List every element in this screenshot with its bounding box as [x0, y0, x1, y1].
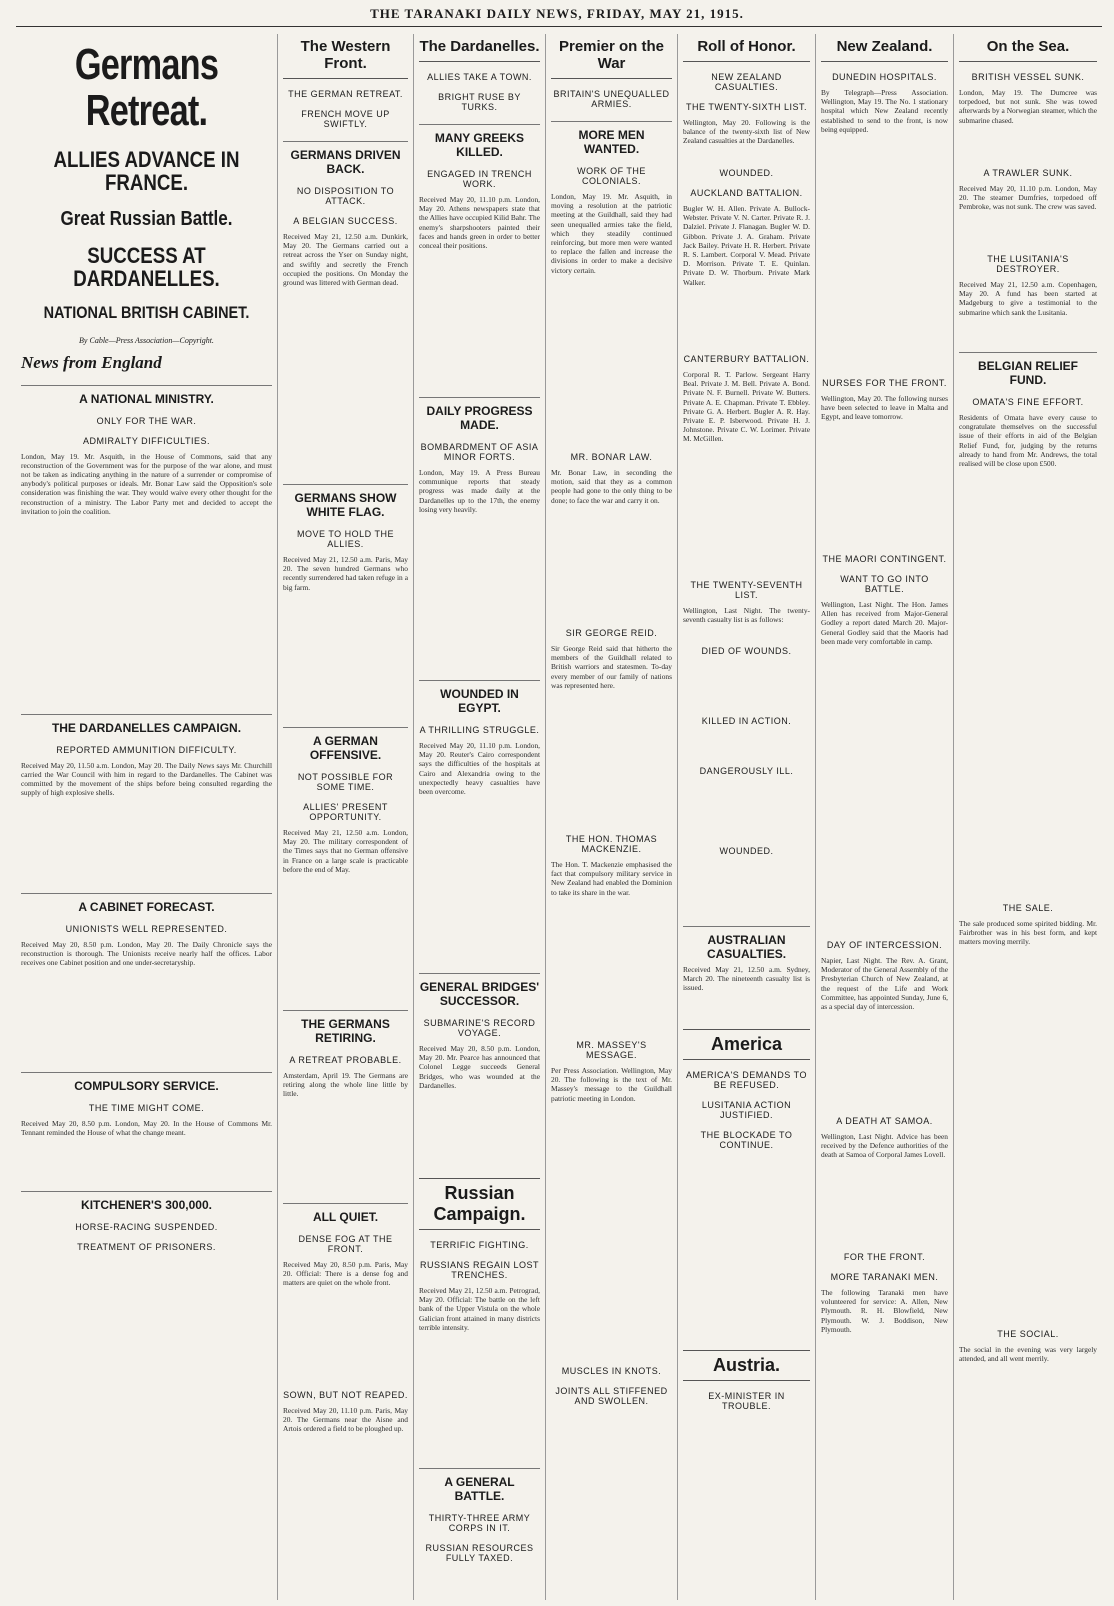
- story-subheading: ALLIES' PRESENT OPPORTUNITY.: [303, 802, 388, 822]
- story-subheading: SOWN, BUT NOT REAPED.: [283, 1390, 408, 1400]
- story-subheading: HORSE-RACING SUSPENDED.: [75, 1221, 218, 1232]
- story-body: Received May 20, 11.10 p.m. Paris, May 20. The Germans near the Aisne and Artois ordered a field to be ploughed up.: [283, 1406, 408, 1526]
- section-america: America: [683, 1029, 810, 1060]
- story-subheading: TERRIFIC FIGHTING.: [430, 1240, 529, 1250]
- column-on-the-sea: [954, 34, 1102, 1600]
- story-subheading: FRENCH MOVE UP SWIFTLY.: [301, 109, 390, 129]
- section-news-from-england: News from England: [21, 352, 162, 372]
- story-subheading: WORK OF THE COLONIALS.: [577, 166, 646, 186]
- headline-national-cabinet: NATIONAL BRITISH CABINET.: [43, 302, 250, 322]
- story-subheading: DIED OF WOUNDS.: [701, 646, 792, 656]
- story-heading: GENERAL BRIDGES' SUCCESSOR.: [419, 973, 540, 1008]
- story-subheading: DAY OF INTERCESSION.: [826, 940, 943, 950]
- story-subheading: BRIGHT RUSE BY TURKS.: [438, 92, 521, 112]
- story-body: London, May 19. The Dumcree was torpedoed, but not sunk. She was towed afterwards by a Norwegian steamer, which the submarine chased.: [959, 88, 1097, 158]
- story-subheading: UNIONISTS WELL REPRESENTED.: [65, 923, 228, 934]
- story-subheading: CANTERBURY BATTALION.: [683, 354, 810, 364]
- story-body: London, May 19. A Press Bureau communique reports that steady progress was made daily at the Dardanelles up to the 17th, the enemy losing very heavily.: [419, 468, 540, 668]
- column-roll-of-honor: [678, 34, 816, 1600]
- story-body: Wellington, May 20. The following nurses have been selected to leave in Malta and Egypt, and leave tomorrow.: [821, 394, 948, 544]
- story-subheading: A THRILLING STRUGGLE.: [419, 725, 540, 735]
- story-subheading: A TRAWLER SUNK.: [983, 168, 1073, 178]
- story-subheading: BRITISH VESSEL SUNK.: [971, 72, 1085, 82]
- story-subheading: JOINTS ALL STIFFENED AND SWOLLEN.: [555, 1386, 668, 1406]
- story-heading: DAILY PROGRESS MADE.: [419, 397, 540, 432]
- story-subheading: THE LUSITANIA'S DESTROYER.: [987, 254, 1069, 274]
- column-new-zealand: [816, 34, 954, 1600]
- story-subheading: A DEATH AT SAMOA.: [836, 1116, 933, 1126]
- story-heading: WOUNDED IN EGYPT.: [419, 680, 540, 715]
- headline-germans-retreat: Germans Retreat.: [74, 40, 219, 136]
- story-heading: THE DARDANELLES CAMPAIGN.: [21, 714, 272, 735]
- story-subheading: SIR GEORGE REID.: [565, 628, 658, 638]
- story-subheading: ENGAGED IN TRENCH WORK.: [427, 169, 532, 189]
- story-body: The social in the evening was very largely attended, and all went merrily.: [959, 1345, 1097, 1405]
- column-heading: Premier on the War: [551, 34, 672, 79]
- story-body: Received May 21, 12.50 a.m. Sydney, March 20. The nineteenth casualty list is issued.: [683, 965, 810, 1015]
- story-body: Received May 21, 12.50 a.m. Petrograd, May 20. Official: The battle on the left bank of the Upper Vistula on the whole Galician front attained in many districts terrible intensity.: [419, 1286, 540, 1456]
- story-heading: GERMANS DRIVEN BACK.: [283, 141, 408, 176]
- story-subheading: REPORTED AMMUNITION DIFFICULTY.: [56, 744, 237, 755]
- column-main-headlines: [16, 34, 278, 1600]
- story-subheading: LUSITANIA ACTION JUSTIFIED.: [701, 1100, 792, 1120]
- story-heading: A GERMAN OFFENSIVE.: [283, 727, 408, 762]
- story-subheading: FOR THE FRONT.: [843, 1252, 926, 1262]
- story-heading: ALL QUIET.: [283, 1203, 408, 1224]
- story-body: Received May 20, 8.50 p.m. London, May 20. The Daily Chronicle says the reconstruction is thorough. The Unionists receive nearly half the offices. Labor receives one Cabinet position and one under-secretaryship.: [21, 940, 272, 1060]
- story-subheading: THE SALE.: [1002, 903, 1054, 913]
- story-subheading: ONLY FOR THE WAR.: [96, 415, 197, 426]
- story-body: Received May 21, 12.50 a.m. Dunkirk, May 20. The Germans carried out a retreat across the Yser on Sunday night, and swiftly and secretly the French occupied the positions. On Monday the ground was littered with German dead.: [283, 232, 408, 472]
- story-body: The Hon. T. Mackenzie emphasised the fact that compulsory military service in New Zealand had enabled the Dominion to take its share in the war.: [551, 860, 672, 1030]
- column-heading: Roll of Honor.: [683, 34, 810, 62]
- column-western-front: [278, 34, 414, 1600]
- story-subheading: MOVE TO HOLD THE ALLIES.: [296, 529, 395, 549]
- story-heading: MANY GREEKS KILLED.: [419, 124, 540, 159]
- casualty-list: Bugler W. H. Allen. Private A. Bullock-Webster. Private V. N. Carter. Private R. J. Dalziel. Private J. Flanagan. Bugler W. D. Gibbon. Private J. A. Graham. Private Jack Bailey. Private H. R. Herbert. Private R. S. Lambert. Corporal V. Mead. Private D. Morrison. Private T. E. Quinlan. Private D. W. Thorburn. Private Mark Walker.: [683, 204, 810, 344]
- story-subheading: RUSSIANS REGAIN LOST TRENCHES.: [419, 1260, 540, 1280]
- story-body: London, May 19. Mr. Asquith, in moving a resolution at the patriotic meeting at the Guildhall, said they had seen unequalled armies take the field, which they steadily continued reinforcing, but more men were wanted to replace the fallen and increase the divisions in order to make a decisive victory certain.: [551, 192, 672, 442]
- section-russian-campaign: Russian Campaign.: [419, 1178, 540, 1230]
- casualty-list: Corporal R. T. Parlow. Sergeant Harry Beal. Private J. M. Bell. Private A. Bond. Private N. F. Burnell. Private W. Butters. Private A. E. Chapman. Private T. Ebbley. Private G. A. Herbert. Bugler A. R. Hay. Private E. P. Isberwood. Private H. J. Johnstone. Private C. W. Lorimer. Private M. McGillen.: [683, 370, 810, 570]
- story-body: Per Press Association. Wellington, May 20. The following is the text of Mr. Massey's message to the Guildhall patriotic meeting in London.: [551, 1066, 672, 1356]
- story-subheading: THE HON. THOMAS MACKENZIE.: [565, 834, 658, 854]
- story-body: The sale produced some spirited bidding. Mr. Fairbrother was in his best form, and kept matters moving merrily.: [959, 919, 1097, 1319]
- story-body: Received May 21, 12.50 a.m. Copenhagen, May 20. A fund has been started at Madgeburg to give a testimonial to the submarine which sank the Lusitania.: [959, 280, 1097, 340]
- story-subheading: THE TIME MIGHT COME.: [88, 1102, 205, 1113]
- story-subheading: THE SOCIAL.: [997, 1329, 1059, 1339]
- story-body: Received May 20, 8.50 p.m. London, May 20. Mr. Pearce has announced that Colonel Legge succeeds General Bridges, who was wounded at the Dardanelles.: [419, 1044, 540, 1164]
- story-subheading: RUSSIAN RESOURCES FULLY TAXED.: [425, 1543, 534, 1563]
- masthead: THE TARANAKI DAILY NEWS, FRIDAY, MAY 21, 1915.: [370, 6, 744, 21]
- story-body: The following Taranaki men have volunteered for service: A. Allen, New Plymouth. R. H. Blowfield, New Plymouth. W. J. Boddison, New Plymouth.: [821, 1288, 948, 1408]
- column-heading: On the Sea.: [959, 34, 1097, 62]
- story-body: Wellington, May 20. Following is the balance of the twenty-sixth list of New Zealand casualties at the Dardanelles.: [683, 118, 810, 158]
- story-heading: GERMANS SHOW WHITE FLAG.: [283, 484, 408, 519]
- story-subheading: THIRTY-THREE ARMY CORPS IN IT.: [428, 1513, 531, 1533]
- story-heading: THE GERMANS RETIRING.: [283, 1010, 408, 1045]
- story-subheading: ADMIRALTY DIFFICULTIES.: [82, 435, 210, 446]
- story-body: Residents of Omata have every cause to congratulate themselves on the successful issue of their efforts in aid of the Belgian Relief Fund, for, judging by the returns already to hand from Mr. Andrews, the total realised will be close upon £500.: [959, 413, 1097, 893]
- story-subheading: OMATA'S FINE EFFORT.: [972, 397, 1084, 407]
- story-body: Received May 20, 11.10 p.m. London, May 20. The steamer Dumfries, torpedoed off Pembroke, was not sunk. The crew was saved.: [959, 184, 1097, 244]
- story-subheading: NOT POSSIBLE FOR SOME TIME.: [297, 772, 394, 792]
- story-subheading: DENSE FOG AT THE FRONT.: [298, 1234, 393, 1254]
- story-subheading: KILLED IN ACTION.: [701, 716, 792, 726]
- story-body: Received May 20, 8.50 p.m. London, May 20. In the House of Commons Mr. Tennant reminded the House of what the change meant.: [21, 1119, 272, 1179]
- story-body: London, May 19. Mr. Asquith, in the House of Commons, said that any reconstruction of the Government was for the purpose of the war alone, and must not be taken as indicating anything in the nature of a surrender or compromise of anybody's political purposes or ideals. Mr. Bonar Law said the Opposition's sole consideration was finishing the war. They would waive every other thought for the reconstruction of a ministry. The Labor Party met and decided to accept the invitation to join the coalition.: [21, 452, 272, 702]
- story-subheading: NO DISPOSITION TO ATTACK.: [296, 186, 395, 206]
- story-subheading: THE GERMAN RETREAT.: [288, 89, 403, 99]
- story-subheading: WANT TO GO INTO BATTLE.: [840, 574, 929, 594]
- story-body: Amsterdam, April 19. The Germans are retiring along the whole line little by little.: [283, 1071, 408, 1191]
- story-subheading: MORE TARANAKI MEN.: [830, 1272, 939, 1282]
- story-body: Sir George Reid said that hitherto the members of the Guildhall related to British warriors and statesmen. To-day every member of our family of nations was represented here.: [551, 644, 672, 824]
- column-heading: The Dardanelles.: [419, 34, 540, 62]
- story-subheading: NEW ZEALAND CASUALTIES.: [711, 72, 782, 92]
- story-subheading: ALLIES TAKE A TOWN.: [427, 72, 532, 82]
- story-subheading: EX-MINISTER IN TROUBLE.: [708, 1391, 785, 1411]
- story-body: Received May 21, 12.50 a.m. Paris, May 20. The seven hundred Germans who recently surrendered had taken refuge in a big farm.: [283, 555, 408, 715]
- story-subheading: NURSES FOR THE FRONT.: [822, 378, 947, 388]
- story-subheading: THE TWENTY-SIXTH LIST.: [685, 102, 808, 112]
- story-heading: AUSTRALIAN CASUALTIES.: [683, 926, 810, 961]
- story-subheading: THE TWENTY-SEVENTH LIST.: [690, 580, 803, 600]
- story-body: By Telegraph—Press Association. Wellington, May 19. The No. 1 stationary hospital which New Zealand recently established to send to the front, is now being equipped.: [821, 88, 948, 368]
- story-heading: BELGIAN RELIEF FUND.: [959, 352, 1097, 387]
- story-subheading: MR. MASSEY'S MESSAGE.: [576, 1040, 647, 1060]
- story-body: Received May 20, 11.50 a.m. London, May 20. The Daily News says Mr. Churchill carried the War Council with him in regard to the Dardanelles. The Cabinet was committed by the movement of the ships before being consulted regarding the supply of high explosive shells.: [21, 761, 272, 881]
- story-body: Mr. Bonar Law, in seconding the motion, said that they as a common people had gone to the only thing to be done; to face the war and carry it on.: [551, 468, 672, 618]
- story-body: Received May 21, 12.50 a.m. London, May 20. The military correspondent of the Times says that no German offensive in France on a large scale is practicable before the end of May.: [283, 828, 408, 998]
- headline-dardanelles-success: SUCCESS AT DARDANELLES.: [73, 242, 220, 291]
- headline-russian-battle: Great Russian Battle.: [60, 207, 233, 230]
- section-austria: Austria.: [683, 1350, 810, 1381]
- masthead-rule: [16, 26, 1102, 27]
- column-heading: New Zealand.: [821, 34, 948, 62]
- story-heading: A CABINET FORECAST.: [21, 893, 272, 914]
- story-heading: MORE MEN WANTED.: [551, 121, 672, 156]
- story-body: Wellington, Last Night. Advice has been received by the Defence authorities of the death at Samoa of Corporal James Lovell.: [821, 1132, 948, 1242]
- story-subheading: MUSCLES IN KNOTS.: [561, 1366, 662, 1376]
- story-subheading: AMERICA'S DEMANDS TO BE REFUSED.: [686, 1070, 807, 1090]
- story-subheading: BOMBARDMENT OF ASIA MINOR FORTS.: [420, 442, 539, 462]
- story-heading: KITCHENER'S 300,000.: [21, 1191, 272, 1212]
- headline-allies-advance: ALLIES ADVANCE IN FRANCE.: [53, 147, 240, 196]
- story-subheading: THE MAORI CONTINGENT.: [822, 554, 947, 564]
- story-subheading: AUCKLAND BATTALION.: [690, 188, 803, 198]
- story-subheading: DUNEDIN HOSPITALS.: [832, 72, 937, 82]
- column-premier-on-war: [546, 34, 678, 1600]
- story-heading: A NATIONAL MINISTRY.: [21, 385, 272, 406]
- story-subheading: WOUNDED.: [719, 846, 774, 856]
- story-body: Received May 20, 11.10 p.m. London, May 20. Reuter's Cairo correspondent says the difficulties of the hospitals at Cairo and Alexandria owing to the unexpectedly heavy casualties have been overcome.: [419, 741, 540, 961]
- story-body: Received May 20, 11.10 p.m. London, May 20. Athens newspapers state that the Allies have occupied Kilid Bahr. The enemy's sharpshooters painted their faces and hands green in order to better conceal their positions.: [419, 195, 540, 385]
- story-body: Wellington, Last Night. The Hon. James Allen has received from Major-General Godley a report dated March 20. Major-General Godley said that the Maoris had been made very comfortable in camp.: [821, 600, 948, 930]
- column-dardanelles: [414, 34, 546, 1600]
- story-subheading: BRITAIN'S UNEQUALLED ARMIES.: [553, 89, 670, 109]
- story-body: Received May 20, 8.50 p.m. Paris, May 20. Official: There is a dense fog and matters are quiet on the whole front.: [283, 1260, 408, 1380]
- story-subheading: DANGEROUSLY ILL.: [699, 766, 794, 776]
- story-body: Wellington, Last Night. The twenty-seventh casualty list is as follows:: [683, 606, 810, 636]
- story-subheading: WOUNDED.: [719, 168, 774, 178]
- cable-credit: By Cable—Press Association—Copyright.: [79, 335, 214, 345]
- column-heading: The Western Front.: [283, 34, 408, 79]
- story-subheading: A BELGIAN SUCCESS.: [293, 216, 398, 226]
- story-subheading: MR. BONAR LAW.: [570, 452, 653, 462]
- story-heading: COMPULSORY SERVICE.: [21, 1072, 272, 1093]
- story-subheading: TREATMENT OF PRISONERS.: [77, 1241, 216, 1252]
- story-subheading: SUBMARINE'S RECORD VOYAGE.: [423, 1018, 536, 1038]
- story-subheading: A RETREAT PROBABLE.: [289, 1055, 402, 1065]
- story-subheading: THE BLOCKADE TO CONTINUE.: [700, 1130, 793, 1150]
- story-heading: A GENERAL BATTLE.: [419, 1468, 540, 1503]
- story-body: Napier, Last Night. The Rev. A. Grant, Moderator of the General Assembly of the Presbyterian Church of New Zealand, at the request of the Life and Work Committee, has appointed Sunday, June 6, as a special day of intercession.: [821, 956, 948, 1106]
